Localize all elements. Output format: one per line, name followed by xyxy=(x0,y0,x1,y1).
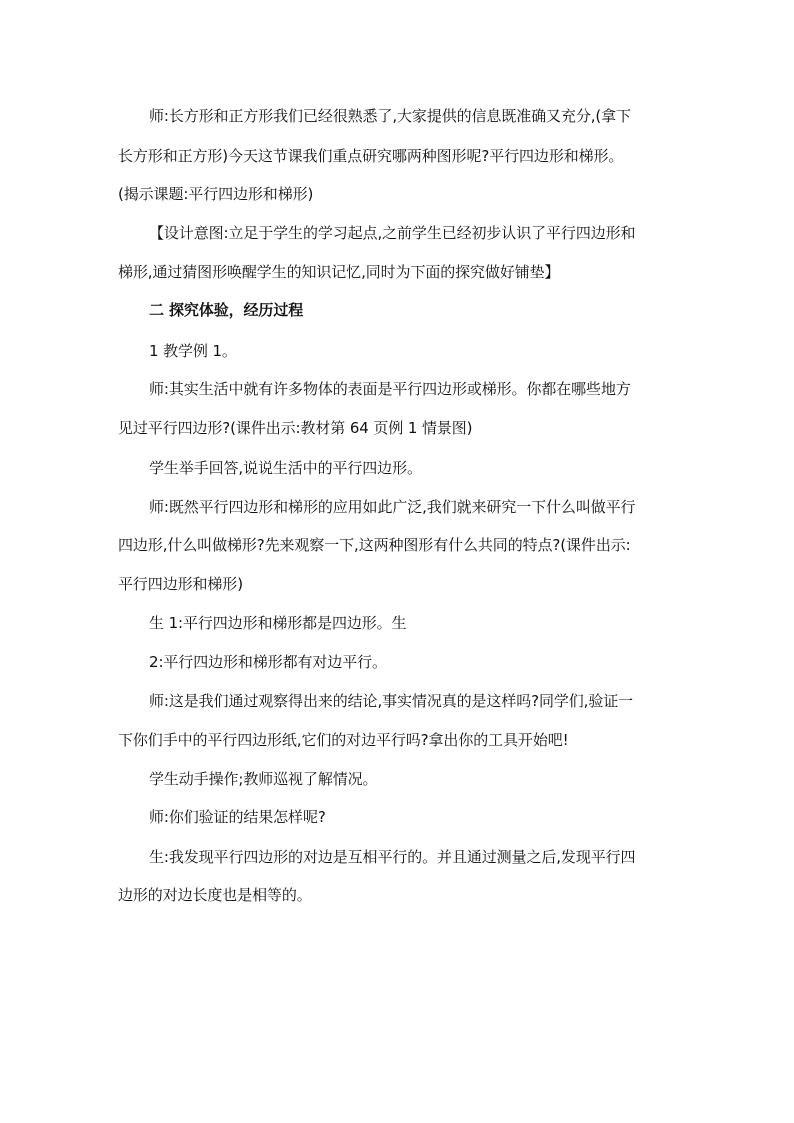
paragraph-line: 边形的对边长度也是相等的。 xyxy=(118,886,312,904)
paragraph-line: 师:你们验证的结果怎样呢? xyxy=(149,808,326,826)
design-intent-line: 【设计意图:立足于学生的学习起点,之前学生已经初步认识了平行四边形和 xyxy=(149,224,636,242)
paragraph-line: 生:我发现平行四边形的对边是互相平行的。并且通过测量之后,发现平行四 xyxy=(149,848,636,866)
paragraph-line: 师:既然平行四边形和梯形的应用如此广泛,我们就来研究一下什么叫做平行 xyxy=(149,498,636,516)
paragraph-line: 四边形,什么叫做梯形?先来观察一下,这两种图形有什么共同的特点?(课件出示: xyxy=(118,536,631,554)
section-heading: 二 探究体验，经历过程 xyxy=(149,301,304,319)
paragraph-line: 2:平行四边形和梯形都有对边平行。 xyxy=(149,653,387,671)
paragraph-line: 见过平行四边形?(课件出示:教材第 64 页例 1 情景图) xyxy=(118,419,473,437)
design-intent-line: 梯形,通过猜图形唤醒学生的知识记忆,同时为下面的探究做好铺垫】 xyxy=(118,263,560,281)
example-heading: 1 教学例 1。 xyxy=(149,342,237,360)
paragraph-line: 学生举手回答,说说生活中的平行四边形。 xyxy=(149,459,422,477)
paragraph-line: 生 1:平行四边形和梯形都是四边形。生 xyxy=(149,614,407,632)
paragraph-line: 平行四边形和梯形) xyxy=(118,575,243,593)
paragraph-line: 师:其实生活中就有许多物体的表面是平行四边形或梯形。你都在哪些地方 xyxy=(149,380,631,398)
paragraph-line: 师:这是我们通过观察得出来的结论,事实情况真的是这样吗?同学们,验证一 xyxy=(149,692,634,710)
paragraph-line: 学生动手操作;教师巡视了解情况。 xyxy=(149,770,378,788)
paragraph-line: 长方形和正方形)今天这节课我们重点研究哪两种图形呢?平行四边形和梯形。 xyxy=(118,147,624,165)
paragraph-line: (揭示课题:平行四边形和梯形) xyxy=(118,185,314,203)
paragraph-line: 师:长方形和正方形我们已经很熟悉了,大家提供的信息既准确又充分,(拿下 xyxy=(149,107,631,125)
paragraph-line: 下你们手中的平行四边形纸,它们的对边平行吗?拿出你的工具开始吧! xyxy=(118,731,569,749)
